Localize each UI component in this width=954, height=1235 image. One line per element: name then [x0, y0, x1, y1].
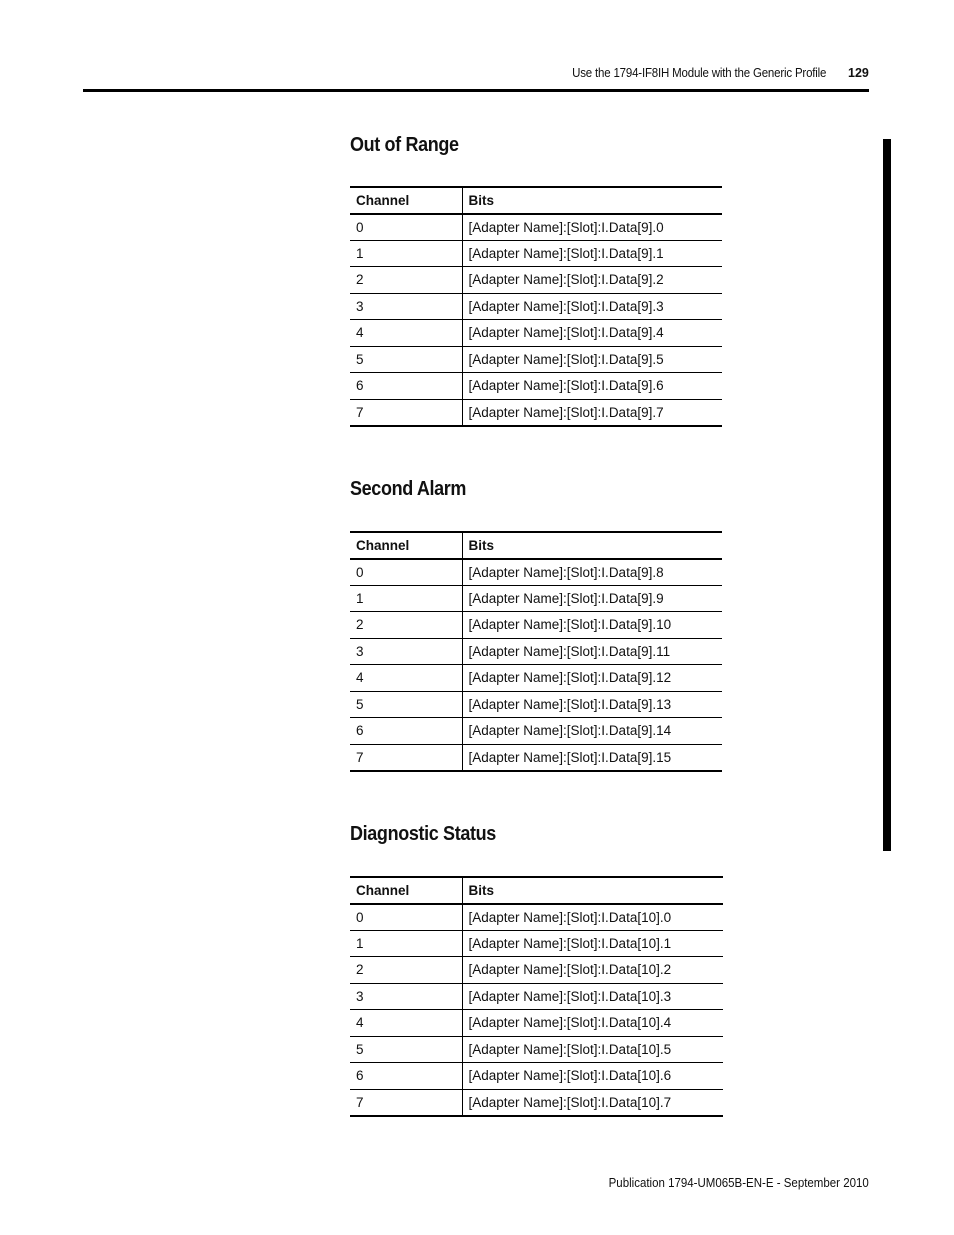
- channel-cell: 2: [350, 957, 462, 984]
- table-row: [350, 691, 722, 718]
- channel-cell: 4: [350, 1010, 462, 1037]
- table-row: [350, 346, 722, 373]
- channel-cell: 1: [350, 585, 462, 612]
- channel-cell: 0: [350, 559, 462, 586]
- table-row: [350, 585, 722, 612]
- bits-cell: [Adapter Name]:[Slot]:I.Data[9].3: [462, 293, 722, 320]
- bits-cell: [Adapter Name]:[Slot]:I.Data[10].7: [462, 1089, 723, 1116]
- channel-cell: 7: [350, 744, 462, 771]
- channel-cell: 3: [350, 983, 462, 1010]
- bits-cell: [Adapter Name]:[Slot]:I.Data[9].15: [462, 744, 722, 771]
- bits-cell: [Adapter Name]:[Slot]:I.Data[9].8: [462, 559, 722, 586]
- table-row: [350, 373, 722, 400]
- channel-cell: 7: [350, 1089, 462, 1116]
- table-row: [350, 1089, 723, 1116]
- bits-cell: [Adapter Name]:[Slot]:I.Data[10].5: [462, 1036, 723, 1063]
- second-alarm-table: [350, 531, 722, 772]
- bits-cell: [Adapter Name]:[Slot]:I.Data[10].6: [462, 1063, 723, 1090]
- bits-cell: [Adapter Name]:[Slot]:I.Data[9].12: [462, 665, 722, 692]
- bits-cell: [Adapter Name]:[Slot]:I.Data[10].2: [462, 957, 723, 984]
- table-row: [350, 1036, 723, 1063]
- page-number: 129: [848, 66, 869, 80]
- chapter-tab-bar: [883, 139, 891, 851]
- channel-cell: 6: [350, 373, 462, 400]
- channel-cell: 7: [350, 399, 462, 426]
- table-row: [350, 665, 722, 692]
- channel-cell: 3: [350, 293, 462, 320]
- table-row: [350, 930, 723, 957]
- channel-cell: 4: [350, 320, 462, 347]
- column-header-bits: Bits: [462, 877, 723, 904]
- channel-cell: 2: [350, 612, 462, 639]
- bits-cell: [Adapter Name]:[Slot]:I.Data[9].2: [462, 267, 722, 294]
- bits-cell: [Adapter Name]:[Slot]:I.Data[9].7: [462, 399, 722, 426]
- bits-cell: [Adapter Name]:[Slot]:I.Data[10].3: [462, 983, 723, 1010]
- table-row: [350, 1010, 723, 1037]
- bits-cell: [Adapter Name]:[Slot]:I.Data[10].0: [462, 904, 723, 931]
- section-title-out-of-range: Out of Range: [350, 134, 459, 156]
- column-header-bits: Bits: [462, 187, 722, 214]
- column-header-channel: Channel: [350, 877, 462, 904]
- table-row: [350, 983, 723, 1010]
- table-row: [350, 399, 722, 426]
- table-row: [350, 240, 722, 267]
- table-row: [350, 559, 722, 586]
- table-header-row: [350, 877, 723, 904]
- bits-cell: [Adapter Name]:[Slot]:I.Data[9].6: [462, 373, 722, 400]
- channel-cell: 0: [350, 904, 462, 931]
- table-row: [350, 1063, 723, 1090]
- table-header-row: [350, 187, 722, 214]
- table-row: [350, 214, 722, 241]
- channel-cell: 1: [350, 930, 462, 957]
- table-row: [350, 638, 722, 665]
- bits-cell: [Adapter Name]:[Slot]:I.Data[9].1: [462, 240, 722, 267]
- channel-cell: 3: [350, 638, 462, 665]
- bits-cell: [Adapter Name]:[Slot]:I.Data[10].1: [462, 930, 723, 957]
- diagnostic-status-table: [350, 876, 723, 1117]
- channel-cell: 5: [350, 346, 462, 373]
- section-title-second-alarm: Second Alarm: [350, 478, 467, 500]
- bits-cell: [Adapter Name]:[Slot]:I.Data[9].0: [462, 214, 722, 241]
- bits-cell: [Adapter Name]:[Slot]:I.Data[10].4: [462, 1010, 723, 1037]
- publication-footer: Publication 1794-UM065B-EN-E - September 2010: [608, 1176, 869, 1190]
- bits-cell: [Adapter Name]:[Slot]:I.Data[9].10: [462, 612, 722, 639]
- section-title-diagnostic-status: Diagnostic Status: [350, 823, 496, 845]
- channel-cell: 6: [350, 1063, 462, 1090]
- bits-cell: [Adapter Name]:[Slot]:I.Data[9].14: [462, 718, 722, 745]
- channel-cell: 5: [350, 1036, 462, 1063]
- column-header-bits: Bits: [462, 532, 722, 559]
- running-header: Use the 1794-IF8IH Module with the Generic Profile: [571, 66, 826, 80]
- bits-cell: [Adapter Name]:[Slot]:I.Data[9].13: [462, 691, 722, 718]
- bits-cell: [Adapter Name]:[Slot]:I.Data[9].4: [462, 320, 722, 347]
- channel-cell: 1: [350, 240, 462, 267]
- table-header-row: [350, 532, 722, 559]
- bits-cell: [Adapter Name]:[Slot]:I.Data[9].11: [462, 638, 722, 665]
- table-row: [350, 744, 722, 771]
- channel-cell: 6: [350, 718, 462, 745]
- table-row: [350, 718, 722, 745]
- bits-cell: [Adapter Name]:[Slot]:I.Data[9].9: [462, 585, 722, 612]
- table-row: [350, 612, 722, 639]
- channel-cell: 4: [350, 665, 462, 692]
- table-row: [350, 267, 722, 294]
- channel-cell: 0: [350, 214, 462, 241]
- table-row: [350, 957, 723, 984]
- channel-cell: 5: [350, 691, 462, 718]
- table-row: [350, 320, 722, 347]
- column-header-channel: Channel: [350, 187, 462, 214]
- column-header-channel: Channel: [350, 532, 462, 559]
- table-row: [350, 904, 723, 931]
- channel-cell: 2: [350, 267, 462, 294]
- bits-cell: [Adapter Name]:[Slot]:I.Data[9].5: [462, 346, 722, 373]
- table-row: [350, 293, 722, 320]
- header-rule: [83, 89, 869, 92]
- out-of-range-table: [350, 186, 722, 427]
